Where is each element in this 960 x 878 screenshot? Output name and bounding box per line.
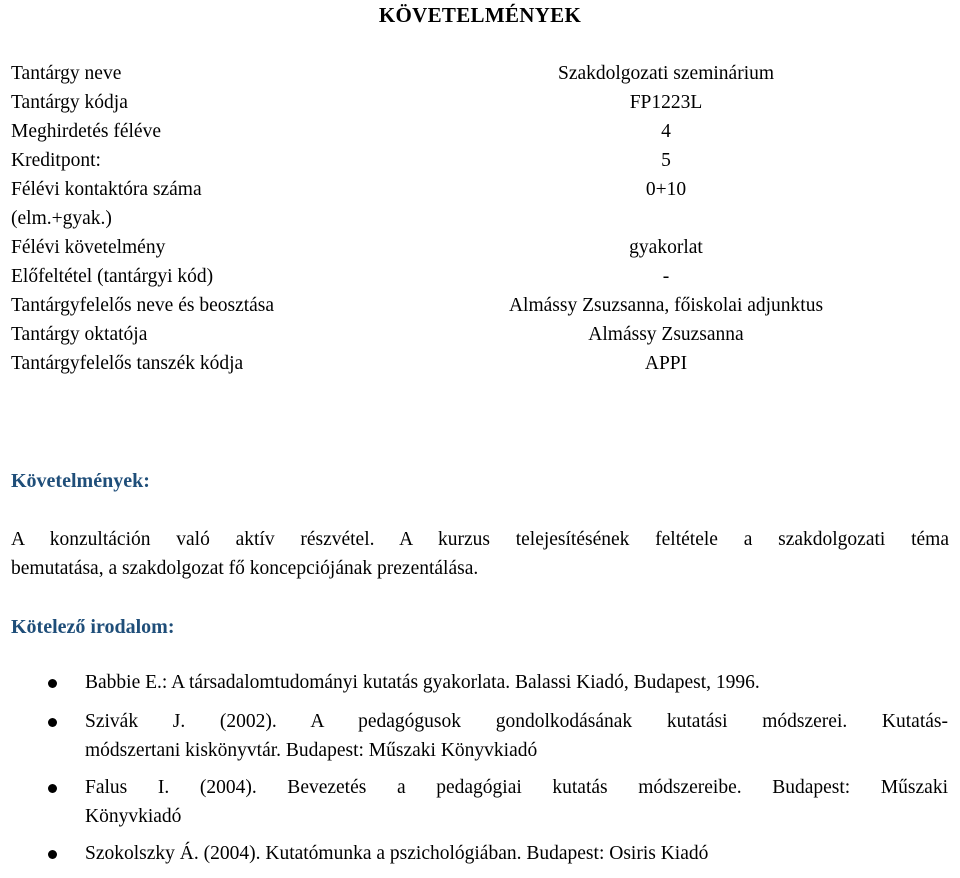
info-label: Kreditpont: — [11, 150, 101, 171]
info-row — [11, 59, 951, 88]
info-value: FP1223L — [629, 92, 703, 113]
info-value: gyakorlat — [629, 237, 703, 258]
info-value: Szakdolgozati szeminárium — [557, 63, 775, 84]
info-label — [11, 175, 381, 233]
literature-line: Babbie E.: A társadalomtudományi kutatás gyakorlata. Balassi Kiadó, Budapest, 1996. — [85, 672, 760, 693]
info-label: Tantárgy oktatója — [11, 324, 148, 345]
info-label: Tantárgyfelelős tanszék kódja — [11, 353, 244, 374]
info-label-line: (elm.+gyak.) — [11, 208, 112, 229]
info-label: Tantárgy kódja — [11, 92, 128, 113]
requirements-line: A konzultáción való aktív részvétel. A kurzus telejesítésének feltétele a szakdolgozati téma — [11, 529, 949, 550]
bullet-icon — [48, 850, 57, 859]
page-title: KÖVETELMÉNYEK — [378, 3, 582, 27]
info-row — [11, 349, 951, 378]
literature-line: Szokolszky Á. (2004). Kutatómunka a pszichológiában. Budapest: Osiris Kiadó — [85, 843, 709, 864]
info-row — [11, 262, 951, 291]
info-value: APPI — [644, 353, 688, 374]
info-value: 4 — [661, 121, 671, 142]
requirements-text — [11, 525, 949, 583]
info-label: Előfeltétel (tantárgyi kód) — [11, 266, 214, 287]
literature-item — [0, 773, 948, 831]
info-row — [11, 88, 951, 117]
info-label: Meghirdetés féléve — [11, 121, 161, 142]
info-label: Tantárgy neve — [11, 63, 122, 84]
info-row — [11, 320, 951, 349]
info-row — [11, 233, 951, 262]
literature-item — [0, 707, 948, 765]
info-value: Almássy Zsuzsanna — [588, 324, 744, 345]
literature-line: Falus I. (2004). Bevezetés a pedagógiai kutatás módszereibe. Budapest: Műszaki — [85, 777, 948, 798]
info-label: Tantárgyfelelős neve és beosztása — [11, 295, 275, 316]
literature-heading: Kötelező irodalom: — [11, 616, 175, 638]
info-row — [11, 175, 951, 233]
literature-item — [0, 839, 948, 868]
requirements-line: bemutatása, a szakdolgozat fő koncepciójának prezentálása. — [11, 558, 479, 579]
bullet-icon — [48, 784, 57, 793]
info-value: - — [662, 266, 670, 287]
info-value: 0+10 — [645, 179, 687, 200]
info-value: 5 — [661, 150, 671, 171]
info-row — [11, 291, 951, 320]
info-row — [11, 117, 951, 146]
literature-list — [0, 668, 960, 878]
literature-line: módszertani kiskönyvtár. Budapest: Műszaki Könyvkiadó — [85, 740, 538, 761]
info-label: Félévi követelmény — [11, 237, 166, 258]
literature-line: Szivák J. (2002). A pedagógusok gondolkodásának kutatási módszerei. Kutatás- — [85, 711, 948, 732]
course-info-table — [11, 59, 951, 378]
info-label-line: Félévi kontaktóra száma — [11, 179, 202, 200]
requirements-heading: Követelmények: — [11, 470, 150, 492]
literature-item — [0, 668, 948, 697]
literature-line: Könyvkiadó — [85, 806, 182, 827]
info-value: Almássy Zsuzsanna, főiskolai adjunktus — [508, 295, 824, 316]
bullet-icon — [48, 679, 57, 688]
info-row — [11, 146, 951, 175]
bullet-icon — [48, 718, 57, 727]
